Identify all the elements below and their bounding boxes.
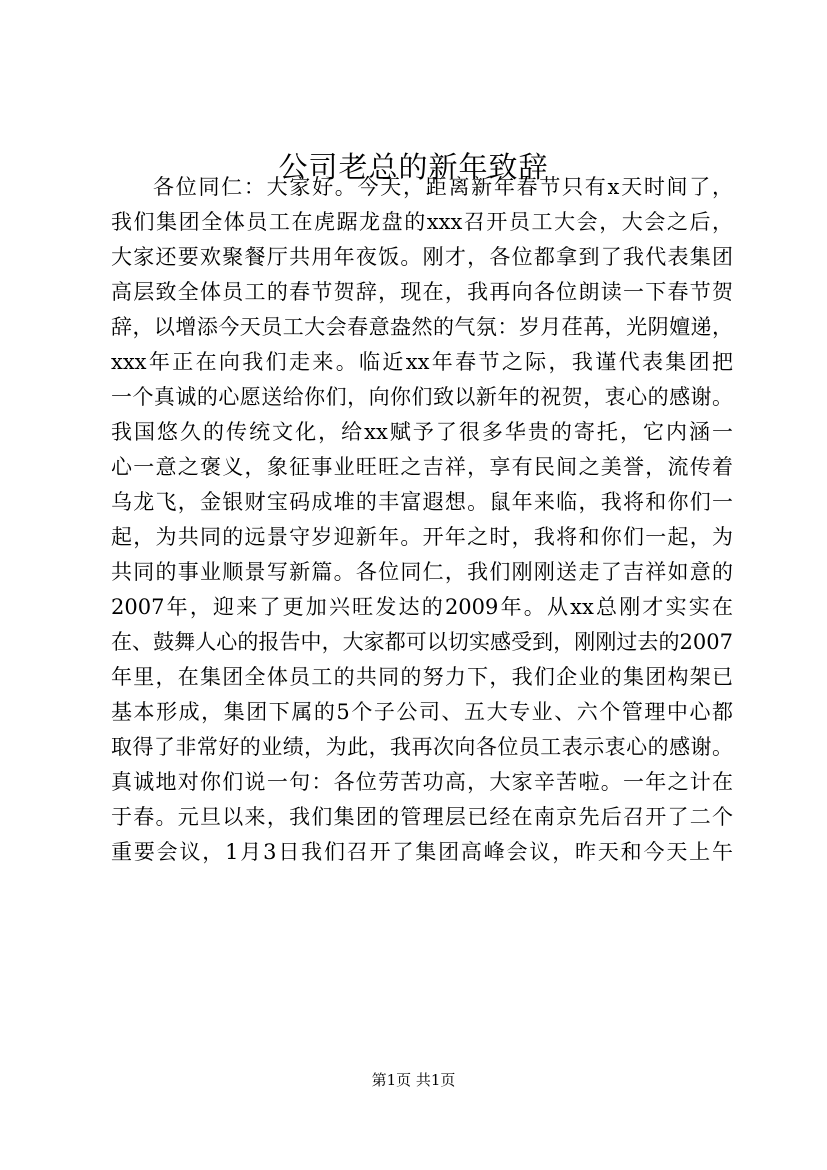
body-line: 共同的事业顺景写新篇。各位同仁，我们刚刚送走了吉祥如意的 <box>111 560 733 584</box>
page-number-footer: 第1页 共1页 <box>371 1071 456 1089</box>
body-line: 起，为共同的远景守岁迎新年。开年之时，我将和你们一起，为 <box>111 525 733 549</box>
body-line: 我们集团全体员工在虎踞龙盘的xxx召开员工大会，大会之后， <box>111 210 733 234</box>
body-line: 我国悠久的传统文化，给xx赋予了很多华贵的寄托，它内涵一 <box>111 420 733 444</box>
body-line: 基本形成，集团下属的5个子公司、五大专业、六个管理中心都 <box>111 700 733 724</box>
body-line: 重要会议，1月3日我们召开了集团高峰会议，昨天和今天上午 <box>111 840 733 864</box>
body-line: 大家还要欢聚餐厅共用年夜饭。刚才，各位都拿到了我代表集团 <box>111 245 733 269</box>
body-line: 乌龙飞，金银财宝码成堆的丰富遐想。鼠年来临，我将和你们一 <box>111 490 733 514</box>
body-line: xxx年正在向我们走来。临近xx年春节之际，我谨代表集团把 <box>111 350 733 374</box>
body-line: 2007年，迎来了更加兴旺发达的2009年。从xx总刚才实实在 <box>111 595 733 619</box>
body-line: 真诚地对你们说一句：各位劳苦功高，大家辛苦啦。一年之计在 <box>111 770 733 794</box>
document-body <box>111 170 733 870</box>
body-line: 高层致全体员工的春节贺辞，现在，我再向各位朗读一下春节贺 <box>111 280 733 304</box>
document-title: 公司老总的新年致辞 <box>278 150 549 184</box>
body-line: 辞，以增添今天员工大会春意盎然的气氛：岁月荏苒，光阴嬗递， <box>111 315 733 339</box>
body-line: 一个真诚的心愿送给你们，向你们致以新年的祝贺，衷心的感谢。 <box>111 385 733 409</box>
body-line: 于春。元旦以来，我们集团的管理层已经在南京先后召开了二个 <box>111 805 733 829</box>
body-line: 取得了非常好的业绩，为此，我再次向各位员工表示衷心的感谢。 <box>111 735 733 759</box>
body-line: 各位同仁：大家好。今天，距离新年春节只有x天时间了， <box>153 175 733 199</box>
body-line: 心一意之褒义，象征事业旺旺之吉祥，享有民间之美誉，流传着 <box>111 455 733 479</box>
body-line: 年里，在集团全体员工的共同的努力下，我们企业的集团构架已 <box>111 665 733 689</box>
body-line: 在、鼓舞人心的报告中，大家都可以切实感受到，刚刚过去的2007 <box>111 630 733 654</box>
